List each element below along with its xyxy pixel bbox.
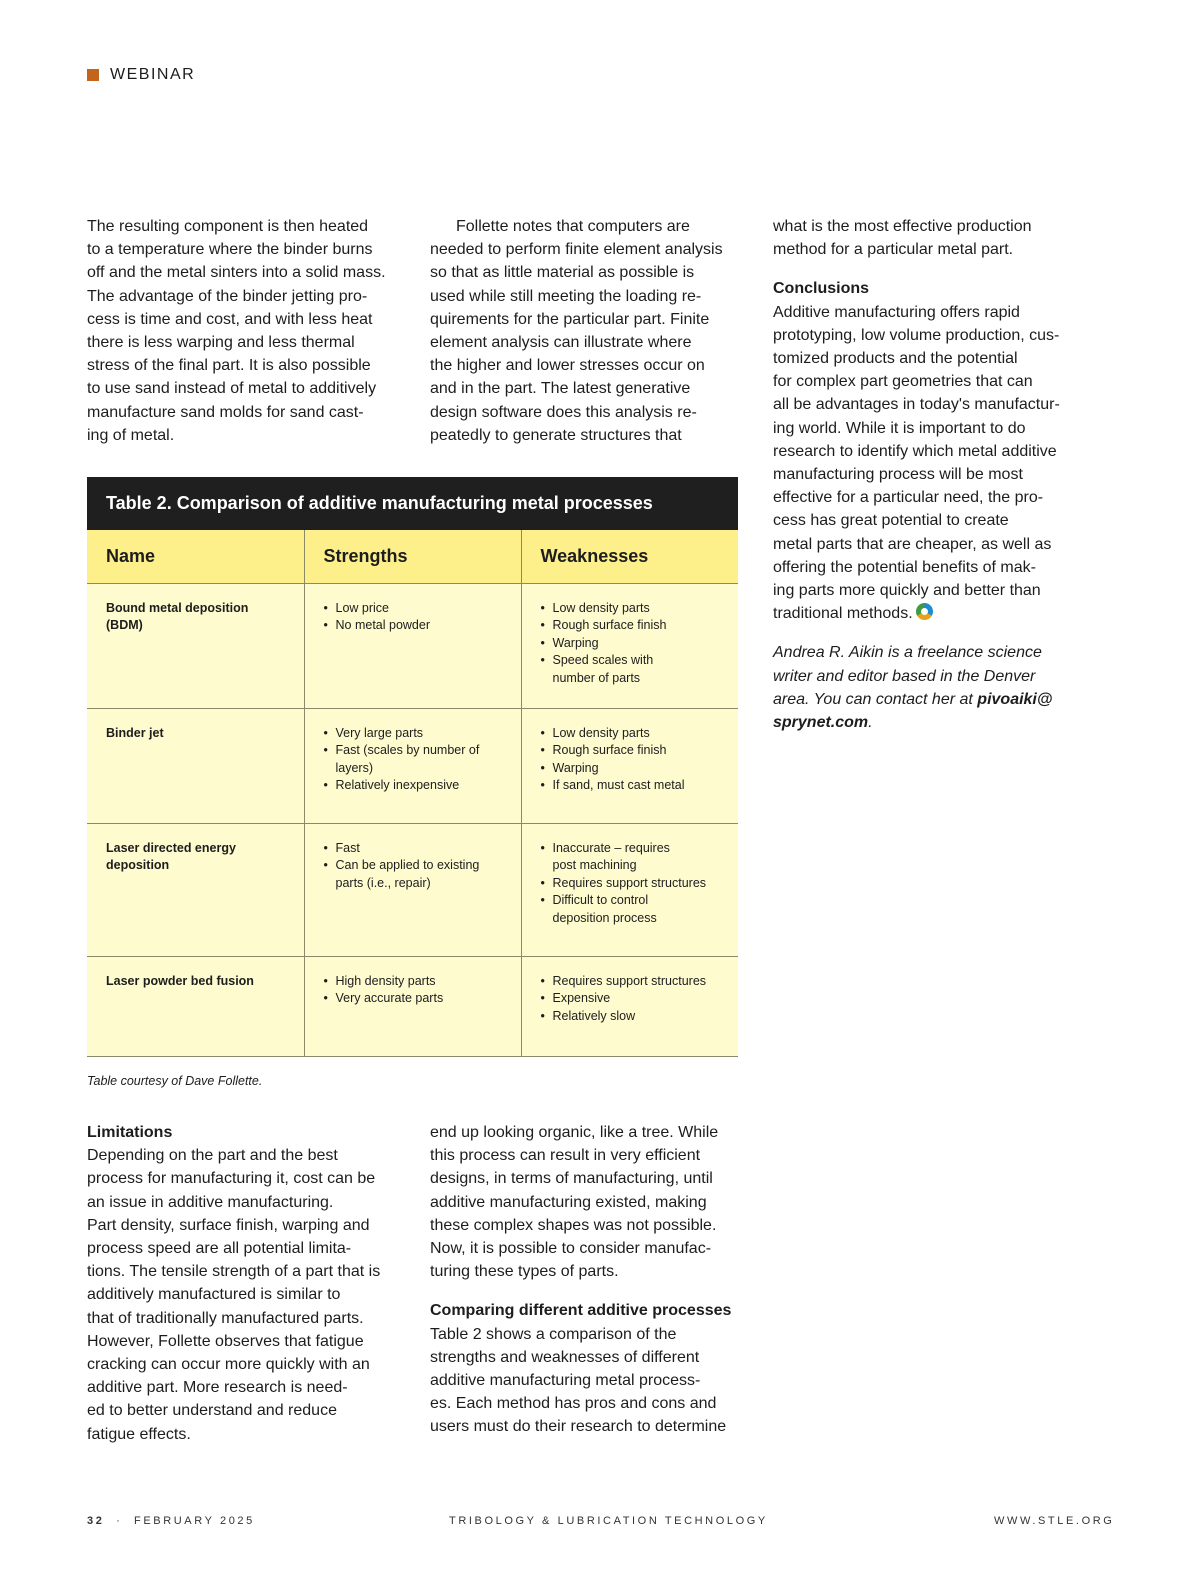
author-email-part2[interactable]: sprynet.com	[773, 714, 869, 732]
list-item: • Relatively slow	[541, 1008, 729, 1025]
limitations-heading: Limitations	[87, 1124, 173, 1141]
table-row	[87, 957, 738, 1057]
header-weaknesses: Weaknesses	[521, 530, 738, 584]
list-item: • Rough surface finish	[541, 742, 729, 759]
process-name: Bound metal deposition (BDM)	[87, 584, 304, 709]
list-item: • Low density parts	[541, 600, 729, 617]
section-label: WEBINAR	[110, 66, 196, 83]
list-item: • High density parts	[324, 973, 511, 990]
section-tag	[87, 66, 195, 84]
issue-date: FEBRUARY 2025	[134, 1515, 255, 1527]
list-item: • Speed scales with number of parts	[541, 652, 729, 687]
strengths-cell	[304, 584, 521, 709]
list-item: • Requires support structures	[541, 973, 729, 990]
author-email-part1[interactable]: pivoaiki@	[977, 690, 1053, 708]
col1-top-text	[87, 215, 407, 447]
col2-top-text	[430, 215, 750, 447]
header-name: Name	[87, 530, 304, 584]
comparison-table-grid	[87, 530, 738, 1057]
list-item: • Difficult to control deposition process	[541, 892, 729, 927]
col2-bottom-text	[430, 1121, 750, 1439]
table-row	[87, 824, 738, 957]
list-item: • Very accurate parts	[324, 990, 511, 1007]
col1-bottom-text	[87, 1121, 407, 1446]
list-item: • Low price	[324, 600, 511, 617]
col1-top-paragraph: The resulting component is then heated to a temperature where the binder burns off and the metal sinters into a solid mass. The advantage of the binder jetting pro- cess is time and cost, and with less heat there is less warping and less thermal stress of the final part. It is also possible to use sand instead of metal to additively manufacture sand molds for sand cast- ing of metal.	[87, 218, 386, 444]
list-item: • Very large parts	[324, 725, 511, 742]
process-name: Laser directed energy deposition	[87, 824, 304, 957]
process-name: Binder jet	[87, 709, 304, 824]
table-title: Table 2. Comparison of additive manufacturing metal processes	[87, 477, 738, 530]
col3-text	[773, 215, 1093, 734]
list-item: • Low density parts	[541, 725, 729, 742]
header-strengths: Strengths	[304, 530, 521, 584]
footer-separator: ·	[116, 1515, 123, 1527]
section-marker-square	[87, 69, 99, 81]
comparison-table	[87, 477, 738, 1057]
table-row	[87, 584, 738, 709]
publication-name: TRIBOLOGY & LUBRICATION TECHNOLOGY	[449, 1515, 768, 1527]
col2-top-paragraph: Follette notes that computers are needed to perform finite element analysis so that as little material as possible is used while still meeting the loading re- quirements for the particular part. Finite element analysis can illustrate where the higher and lower stresses occur on and in the part. The latest generative design software does this analysis re- peatedly to generate structures that	[430, 218, 723, 444]
strengths-cell	[304, 709, 521, 824]
weaknesses-cell	[521, 957, 738, 1057]
list-item: • Relatively inexpensive	[324, 777, 511, 794]
author-bio: Andrea R. Aikin is a freelance science writer and editor based in the Denver area. You can contact her at pivoaiki@ sprynet.com.	[773, 644, 1053, 732]
col3-intro: what is the most effective production method for a particular metal part.	[773, 218, 1032, 259]
footer-page-info	[87, 1515, 255, 1527]
table-caption: Table courtesy of Dave Follette.	[87, 1074, 263, 1088]
list-item: • Inaccurate – requires post machining	[541, 840, 729, 875]
conclusions-paragraph: Additive manufacturing offers rapid prototyping, low volume production, cus- tomized products and the potential for complex part geometries that can all be advantages in today's manufactur- ing world. While it is important to do research to identify which metal additive manufacturing process will be most effective for a particular need, the pro- cess has great potential to create metal parts that are cheaper, as well as offering the potential benefits of mak- ing parts more quickly and better than traditional methods.	[773, 303, 1060, 623]
weaknesses-cell	[521, 709, 738, 824]
list-item: • Rough surface finish	[541, 617, 729, 634]
page-number: 32	[87, 1515, 105, 1527]
conclusions-heading: Conclusions	[773, 280, 870, 298]
list-item: • Warping	[541, 635, 729, 652]
list-item: • No metal powder	[324, 617, 511, 634]
website[interactable]: WWW.STLE.ORG	[994, 1515, 1115, 1527]
weaknesses-cell	[521, 824, 738, 957]
process-name: Laser powder bed fusion	[87, 957, 304, 1057]
list-item: • Can be applied to existing parts (i.e., repair)	[324, 857, 511, 892]
list-item: • Expensive	[541, 990, 729, 1007]
table-row	[87, 709, 738, 824]
comparing-heading: Comparing different additive processes	[430, 1302, 732, 1320]
strengths-cell	[304, 957, 521, 1057]
weaknesses-cell	[521, 584, 738, 709]
strengths-cell	[304, 824, 521, 957]
list-item: • Warping	[541, 760, 729, 777]
table-header-row	[87, 530, 738, 584]
list-item: • Fast (scales by number of layers)	[324, 742, 511, 777]
list-item: • Requires support structures	[541, 875, 729, 892]
comparing-paragraph: Table 2 shows a comparison of the strengths and weaknesses of different additive manufacturing metal process- es. Each method has pros and cons and users must do their research to determine	[430, 1325, 727, 1436]
list-item: • Fast	[324, 840, 511, 857]
limitations-paragraph: Depending on the part and the best process for manufacturing it, cost can be an issue in additive manufacturing. Part density, surface finish, warping and process speed are all potential limita- tions. The tensile strength of a part that is additively manufactured is similar to that of traditionally manufactured parts. However, Follette observes that fatigue cracking can occur more quickly with an additive part. More research is need- ed to better understand and reduce fatigue effects.	[87, 1147, 381, 1443]
col2-bottom-paragraph: end up looking organic, like a tree. While this process can result in very efficient designs, in terms of manufacturing, until additive manufacturing existed, making these complex shapes was not possible. Now, it is possible to consider manufac- turing these types of parts.	[430, 1124, 719, 1281]
end-of-article-icon	[916, 603, 933, 620]
list-item: • If sand, must cast metal	[541, 777, 729, 794]
